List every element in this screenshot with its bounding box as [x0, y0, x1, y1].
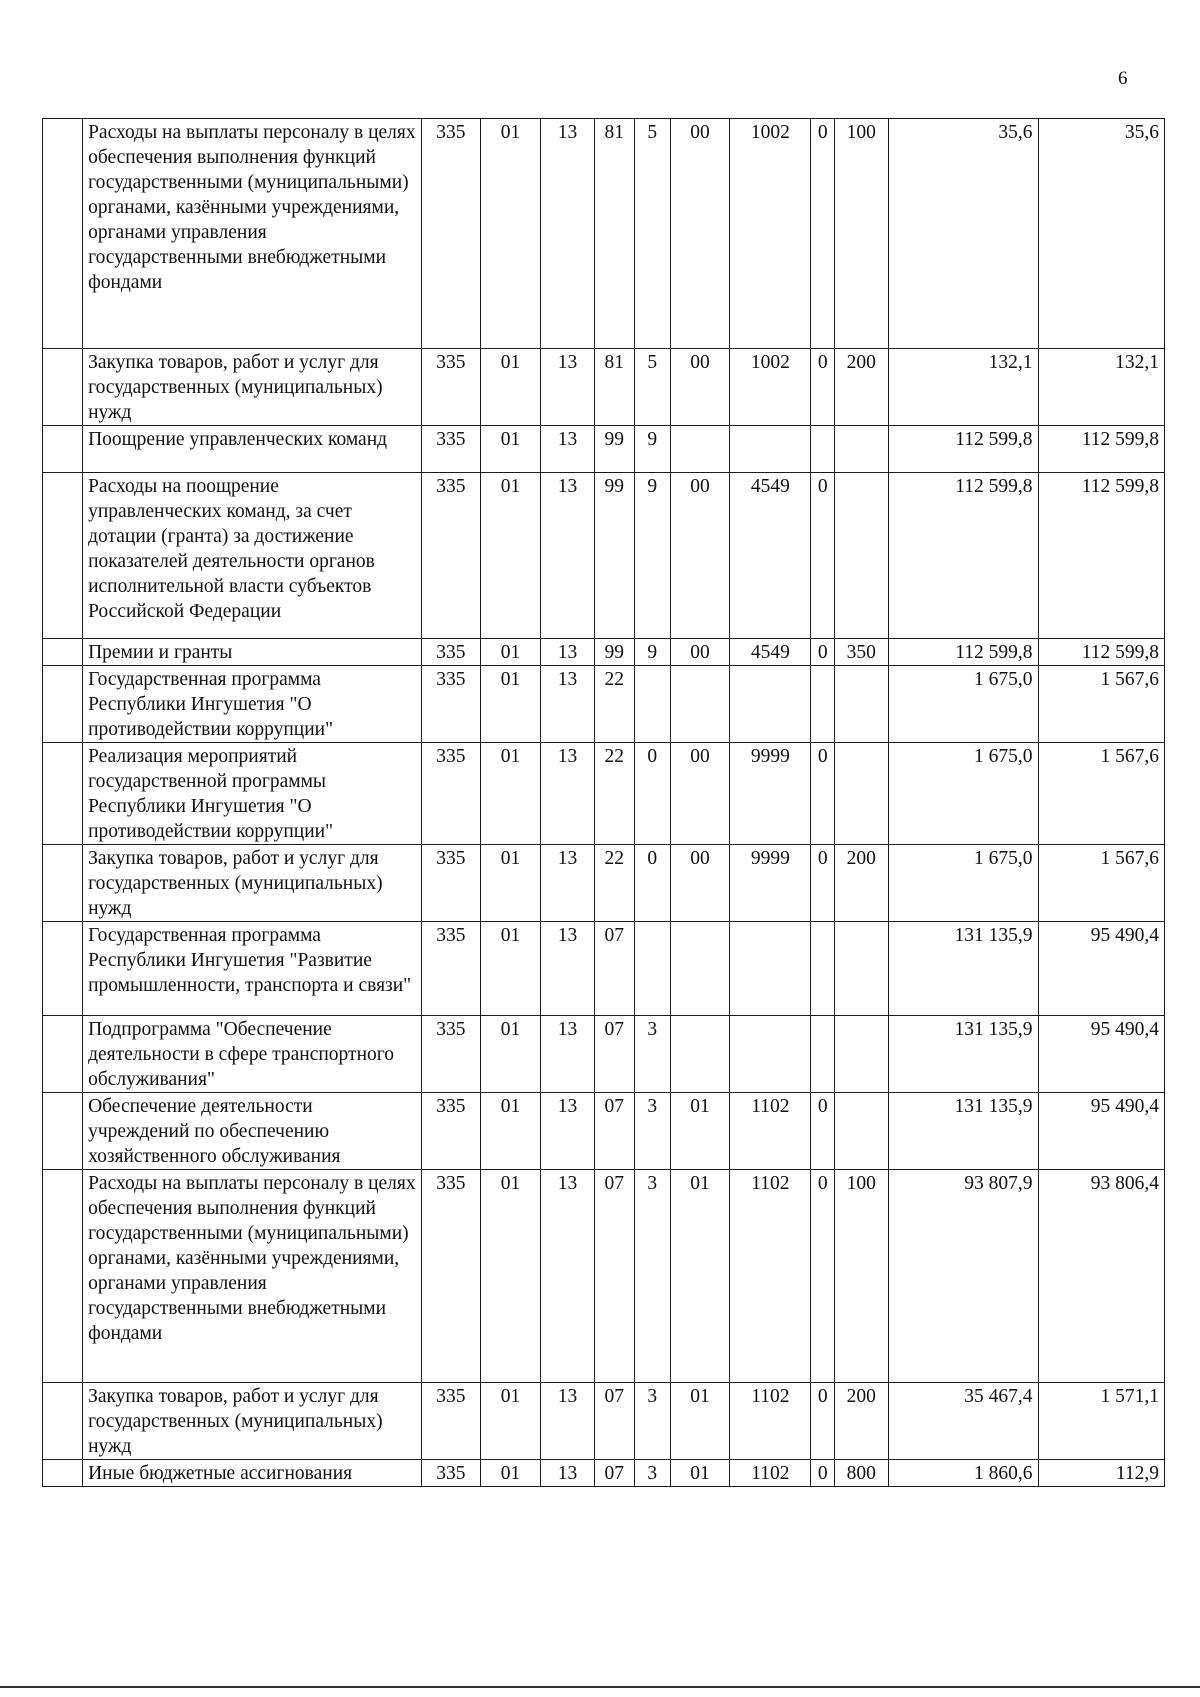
table-row [43, 639, 1165, 666]
extra-code: 0 [811, 1170, 835, 1383]
program-code: 22 [594, 743, 634, 845]
expense-type-code: 350 [835, 639, 888, 666]
amount-fact: 132,1 [1038, 349, 1164, 426]
program-code: 81 [594, 349, 634, 426]
direction-code: 1002 [730, 119, 811, 349]
main-event-code: 00 [670, 639, 730, 666]
table-body [43, 119, 1165, 1487]
section-code: 01 [480, 1093, 541, 1170]
main-event-code: 01 [670, 1383, 730, 1460]
row-name: Закупка товаров, работ и услуг для государственных (муниципальных) нужд [83, 1383, 422, 1460]
row-blank-cell [43, 1016, 83, 1093]
ministry-code: 335 [422, 1460, 481, 1487]
amount-fact: 1 567,6 [1038, 666, 1164, 743]
main-event-code [670, 426, 730, 473]
table-row [43, 1460, 1165, 1487]
ministry-code: 335 [422, 743, 481, 845]
expense-type-code [835, 1016, 888, 1093]
amount-fact: 112 599,8 [1038, 473, 1164, 639]
ministry-code: 335 [422, 119, 481, 349]
subsection-code: 13 [541, 426, 594, 473]
row-name: Обеспечение деятельности учреждений по обеспечению хозяйственного обслуживания [83, 1093, 422, 1170]
amount-plan: 1 675,0 [888, 666, 1038, 743]
amount-plan: 132,1 [888, 349, 1038, 426]
row-name: Государственная программа Республики Ингушетия "О противодействии коррупции" [83, 666, 422, 743]
table-row [43, 1383, 1165, 1460]
amount-fact: 95 490,4 [1038, 1016, 1164, 1093]
main-event-code: 00 [670, 743, 730, 845]
direction-code: 9999 [730, 743, 811, 845]
program-code: 07 [594, 1093, 634, 1170]
expense-type-code: 200 [835, 845, 888, 922]
row-blank-cell [43, 1093, 83, 1170]
subprogram-code: 0 [634, 743, 670, 845]
expense-type-code [835, 666, 888, 743]
direction-code: 9999 [730, 845, 811, 922]
amount-fact: 35,6 [1038, 119, 1164, 349]
subsection-code: 13 [541, 1460, 594, 1487]
subsection-code: 13 [541, 922, 594, 1016]
table-row [43, 349, 1165, 426]
extra-code: 0 [811, 119, 835, 349]
table-row [43, 743, 1165, 845]
subsection-code: 13 [541, 743, 594, 845]
amount-plan: 1 675,0 [888, 743, 1038, 845]
extra-code: 0 [811, 845, 835, 922]
main-event-code: 00 [670, 349, 730, 426]
table-row [43, 1170, 1165, 1383]
ministry-code: 335 [422, 639, 481, 666]
row-blank-cell [43, 922, 83, 1016]
program-code: 07 [594, 1016, 634, 1093]
direction-code: 1002 [730, 349, 811, 426]
row-blank-cell [43, 349, 83, 426]
ministry-code: 335 [422, 666, 481, 743]
subprogram-code: 3 [634, 1460, 670, 1487]
subprogram-code: 0 [634, 845, 670, 922]
section-code: 01 [480, 1016, 541, 1093]
extra-code: 0 [811, 1460, 835, 1487]
extra-code [811, 922, 835, 1016]
extra-code [811, 666, 835, 743]
subsection-code: 13 [541, 1016, 594, 1093]
direction-code [730, 1016, 811, 1093]
table-row [43, 666, 1165, 743]
subsection-code: 13 [541, 1383, 594, 1460]
section-code: 01 [480, 845, 541, 922]
main-event-code [670, 922, 730, 1016]
row-blank-cell [43, 666, 83, 743]
program-code: 99 [594, 639, 634, 666]
section-code: 01 [480, 426, 541, 473]
extra-code: 0 [811, 349, 835, 426]
ministry-code: 335 [422, 1170, 481, 1383]
amount-plan: 1 860,6 [888, 1460, 1038, 1487]
subsection-code: 13 [541, 639, 594, 666]
ministry-code: 335 [422, 426, 481, 473]
section-code: 01 [480, 1460, 541, 1487]
row-blank-cell [43, 1383, 83, 1460]
ministry-code: 335 [422, 845, 481, 922]
ministry-code: 335 [422, 922, 481, 1016]
table-row [43, 1016, 1165, 1093]
subsection-code: 13 [541, 1093, 594, 1170]
row-name: Закупка товаров, работ и услуг для государственных (муниципальных) нужд [83, 349, 422, 426]
subsection-code: 13 [541, 119, 594, 349]
amount-fact: 95 490,4 [1038, 922, 1164, 1016]
row-name: Государственная программа Республики Ингушетия "Развитие промышленности, транспорта и связи" [83, 922, 422, 1016]
table-row [43, 119, 1165, 349]
program-code: 22 [594, 845, 634, 922]
row-blank-cell [43, 845, 83, 922]
program-code: 99 [594, 473, 634, 639]
table-row [43, 426, 1165, 473]
program-code: 07 [594, 1170, 634, 1383]
main-event-code [670, 666, 730, 743]
section-code: 01 [480, 743, 541, 845]
subprogram-code: 5 [634, 119, 670, 349]
direction-code [730, 666, 811, 743]
amount-plan: 112 599,8 [888, 426, 1038, 473]
amount-fact: 95 490,4 [1038, 1093, 1164, 1170]
ministry-code: 335 [422, 473, 481, 639]
row-blank-cell [43, 1460, 83, 1487]
row-name: Расходы на поощрение управленческих команд, за счет дотации (гранта) за достижение показателей деятельности органов исполнительной власти субъектов Российской Федерации [83, 473, 422, 639]
amount-fact: 1 567,6 [1038, 845, 1164, 922]
row-blank-cell [43, 743, 83, 845]
amount-fact: 112 599,8 [1038, 426, 1164, 473]
amount-plan: 131 135,9 [888, 922, 1038, 1016]
amount-plan: 112 599,8 [888, 473, 1038, 639]
extra-code: 0 [811, 743, 835, 845]
row-name: Подпрограмма "Обеспечение деятельности в сфере транспортного обслуживания" [83, 1016, 422, 1093]
expense-type-code: 200 [835, 1383, 888, 1460]
amount-fact: 112 599,8 [1038, 639, 1164, 666]
ministry-code: 335 [422, 349, 481, 426]
program-code: 81 [594, 119, 634, 349]
expense-type-code [835, 426, 888, 473]
main-event-code: 00 [670, 473, 730, 639]
section-code: 01 [480, 639, 541, 666]
expense-type-code [835, 473, 888, 639]
amount-plan: 93 807,9 [888, 1170, 1038, 1383]
ministry-code: 335 [422, 1093, 481, 1170]
direction-code [730, 922, 811, 1016]
direction-code: 1102 [730, 1460, 811, 1487]
row-blank-cell [43, 119, 83, 349]
subprogram-code: 3 [634, 1383, 670, 1460]
section-code: 01 [480, 473, 541, 639]
expense-type-code: 100 [835, 119, 888, 349]
table-row [43, 473, 1165, 639]
row-name: Закупка товаров, работ и услуг для государственных (муниципальных) нужд [83, 845, 422, 922]
section-code: 01 [480, 119, 541, 349]
ministry-code: 335 [422, 1016, 481, 1093]
main-event-code: 01 [670, 1170, 730, 1383]
page-bottom-rule [0, 1686, 1200, 1688]
amount-plan: 1 675,0 [888, 845, 1038, 922]
table-row [43, 845, 1165, 922]
section-code: 01 [480, 349, 541, 426]
extra-code: 0 [811, 1383, 835, 1460]
main-event-code: 01 [670, 1460, 730, 1487]
subsection-code: 13 [541, 1170, 594, 1383]
extra-code: 0 [811, 639, 835, 666]
row-name: Расходы на выплаты персоналу в целях обеспечения выполнения функций государственными (муниципальными) органами, казёнными учреждениями, органами управления государственными внебюджетными фондами [83, 119, 422, 349]
budget-table [42, 118, 1165, 1487]
row-blank-cell [43, 426, 83, 473]
row-blank-cell [43, 473, 83, 639]
subprogram-code: 3 [634, 1016, 670, 1093]
expense-type-code [835, 922, 888, 1016]
row-name: Реализация мероприятий государственной программы Республики Ингушетия "О противодействии коррупции" [83, 743, 422, 845]
amount-plan: 35,6 [888, 119, 1038, 349]
program-code: 07 [594, 1460, 634, 1487]
main-event-code: 00 [670, 845, 730, 922]
direction-code: 4549 [730, 473, 811, 639]
program-code: 22 [594, 666, 634, 743]
subsection-code: 13 [541, 473, 594, 639]
expense-type-code: 800 [835, 1460, 888, 1487]
table-row [43, 1093, 1165, 1170]
subprogram-code: 9 [634, 639, 670, 666]
amount-plan: 131 135,9 [888, 1016, 1038, 1093]
program-code: 99 [594, 426, 634, 473]
extra-code [811, 1016, 835, 1093]
expense-type-code: 200 [835, 349, 888, 426]
amount-fact: 1 571,1 [1038, 1383, 1164, 1460]
expense-type-code [835, 1093, 888, 1170]
extra-code [811, 426, 835, 473]
amount-fact: 93 806,4 [1038, 1170, 1164, 1383]
row-name: Иные бюджетные ассигнования [83, 1460, 422, 1487]
extra-code: 0 [811, 1093, 835, 1170]
program-code: 07 [594, 1383, 634, 1460]
page-number: 6 [1118, 68, 1128, 89]
main-event-code [670, 1016, 730, 1093]
amount-plan: 35 467,4 [888, 1383, 1038, 1460]
direction-code: 1102 [730, 1383, 811, 1460]
subprogram-code [634, 922, 670, 1016]
subprogram-code: 9 [634, 473, 670, 639]
main-event-code: 00 [670, 119, 730, 349]
section-code: 01 [480, 1383, 541, 1460]
extra-code: 0 [811, 473, 835, 639]
subsection-code: 13 [541, 845, 594, 922]
subprogram-code: 9 [634, 426, 670, 473]
subprogram-code: 3 [634, 1170, 670, 1383]
direction-code: 1102 [730, 1170, 811, 1383]
row-name: Поощрение управленческих команд [83, 426, 422, 473]
subprogram-code [634, 666, 670, 743]
ministry-code: 335 [422, 1383, 481, 1460]
section-code: 01 [480, 666, 541, 743]
direction-code: 1102 [730, 1093, 811, 1170]
main-event-code: 01 [670, 1093, 730, 1170]
row-blank-cell [43, 639, 83, 666]
row-name: Премии и гранты [83, 639, 422, 666]
expense-type-code [835, 743, 888, 845]
subprogram-code: 5 [634, 349, 670, 426]
subprogram-code: 3 [634, 1093, 670, 1170]
subsection-code: 13 [541, 666, 594, 743]
program-code: 07 [594, 922, 634, 1016]
amount-plan: 112 599,8 [888, 639, 1038, 666]
direction-code [730, 426, 811, 473]
expense-type-code: 100 [835, 1170, 888, 1383]
row-name: Расходы на выплаты персоналу в целях обеспечения выполнения функций государственными (муниципальными) органами, казёнными учреждениями, органами управления государственными внебюджетными фондами [83, 1170, 422, 1383]
amount-fact: 112,9 [1038, 1460, 1164, 1487]
amount-fact: 1 567,6 [1038, 743, 1164, 845]
table-row [43, 922, 1165, 1016]
section-code: 01 [480, 922, 541, 1016]
section-code: 01 [480, 1170, 541, 1383]
row-blank-cell [43, 1170, 83, 1383]
direction-code: 4549 [730, 639, 811, 666]
subsection-code: 13 [541, 349, 594, 426]
amount-plan: 131 135,9 [888, 1093, 1038, 1170]
